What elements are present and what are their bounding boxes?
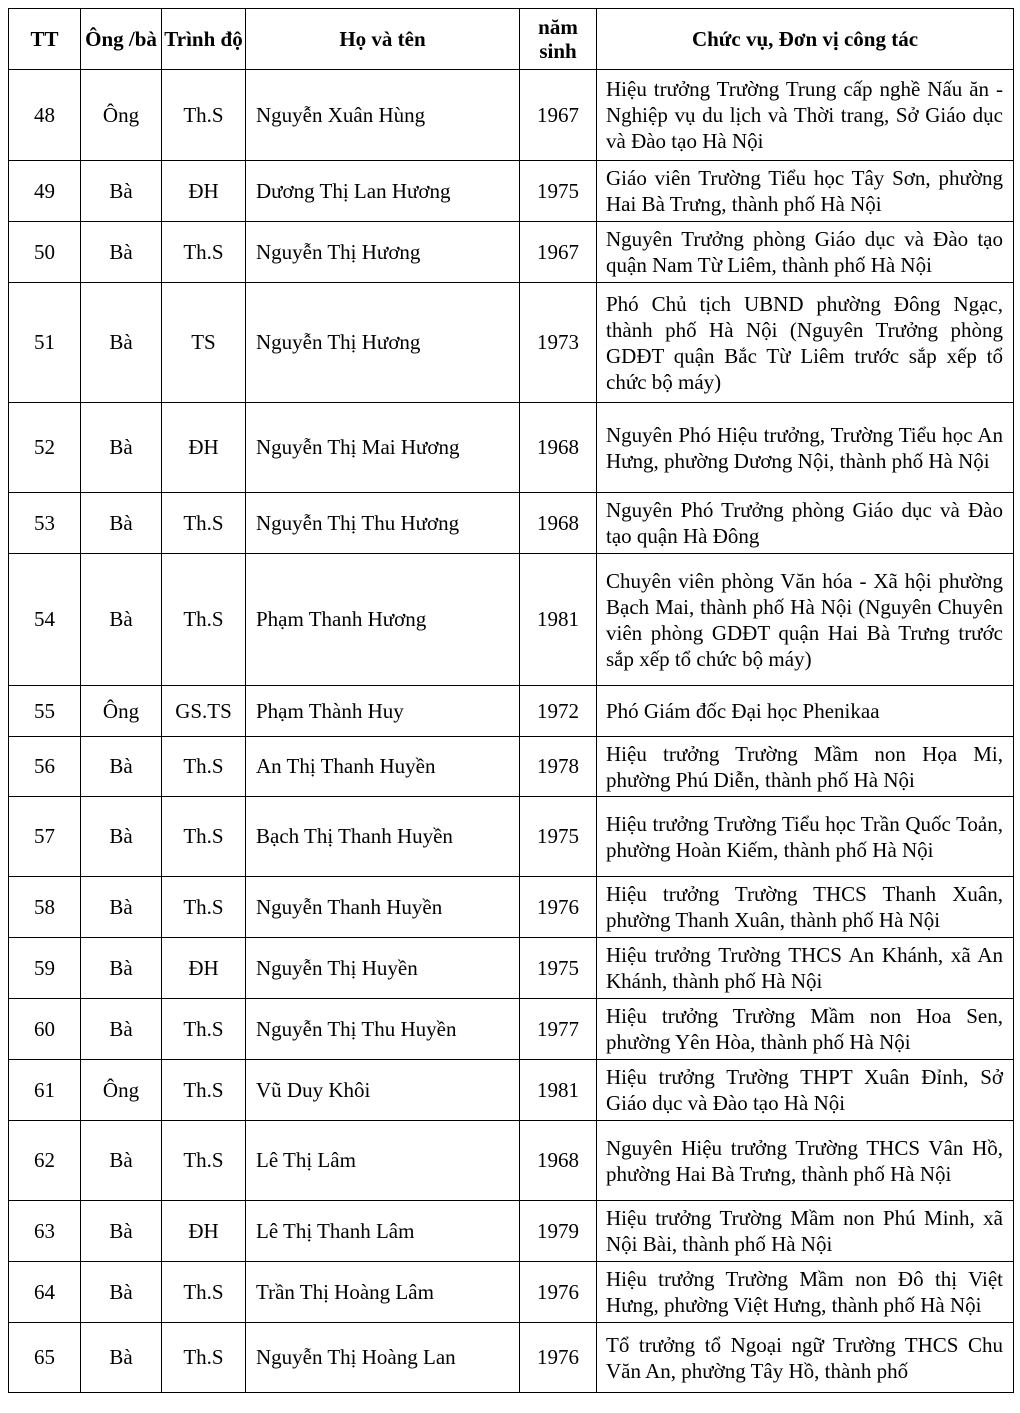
row-gender: Bà xyxy=(81,403,162,493)
row-degree: Th.S xyxy=(162,999,246,1060)
row-position: Phó Giám đốc Đại học Phenikaa xyxy=(597,686,1014,737)
row-position: Hiệu trưởng Trường Mầm non Họa Mi, phường Phú Diễn, thành phố Hà Nội xyxy=(597,737,1014,797)
row-tt: 59 xyxy=(9,938,81,999)
table-row xyxy=(9,938,1014,999)
row-name: Phạm Thanh Hương xyxy=(246,554,520,686)
row-birth-year: 1976 xyxy=(520,1262,597,1323)
row-position: Hiệu trưởng Trường THPT Xuân Đỉnh, Sở Giáo dục và Đào tạo Hà Nội xyxy=(597,1060,1014,1121)
row-position: Giáo viên Trường Tiểu học Tây Sơn, phường Hai Bà Trưng, thành phố Hà Nội xyxy=(597,161,1014,222)
row-name: Lê Thị Lâm xyxy=(246,1121,520,1201)
row-tt: 57 xyxy=(9,797,81,877)
row-tt: 51 xyxy=(9,283,81,403)
table-row xyxy=(9,1060,1014,1121)
row-gender: Bà xyxy=(81,999,162,1060)
row-tt: 63 xyxy=(9,1201,81,1262)
row-birth-year: 1968 xyxy=(520,1121,597,1201)
row-name: Nguyễn Thị Hoàng Lan xyxy=(246,1323,520,1393)
row-degree: Th.S xyxy=(162,877,246,938)
row-position: Nguyên Phó Hiệu trưởng, Trường Tiểu học An Hưng, phường Dương Nội, thành phố Hà Nội xyxy=(597,403,1014,493)
row-gender: Bà xyxy=(81,493,162,554)
row-degree: Th.S xyxy=(162,737,246,797)
row-degree: ĐH xyxy=(162,403,246,493)
row-degree: Th.S xyxy=(162,1060,246,1121)
table-row xyxy=(9,877,1014,938)
row-position: Phó Chủ tịch UBND phường Đông Ngạc, thành phố Hà Nội (Nguyên Trưởng phòng GDĐT quận Bắc Từ Liêm trước sắp xếp tổ chức bộ máy) xyxy=(597,283,1014,403)
table-row xyxy=(9,1262,1014,1323)
row-tt: 50 xyxy=(9,222,81,283)
row-degree: Th.S xyxy=(162,1262,246,1323)
row-degree: Th.S xyxy=(162,70,246,161)
row-name: Trần Thị Hoàng Lâm xyxy=(246,1262,520,1323)
row-position: Hiệu trưởng Trường THCS Thanh Xuân, phường Thanh Xuân, thành phố Hà Nội xyxy=(597,877,1014,938)
row-degree: ĐH xyxy=(162,1201,246,1262)
row-name: An Thị Thanh Huyền xyxy=(246,737,520,797)
row-name: Nguyễn Thị Thu Hương xyxy=(246,493,520,554)
row-position: Nguyên Trưởng phòng Giáo dục và Đào tạo quận Nam Từ Liêm, thành phố Hà Nội xyxy=(597,222,1014,283)
table-row xyxy=(9,1201,1014,1262)
row-gender: Bà xyxy=(81,1121,162,1201)
row-position: Nguyên Hiệu trưởng Trường THCS Vân Hồ, phường Hai Bà Trưng, thành phố Hà Nội xyxy=(597,1121,1014,1201)
row-birth-year: 1978 xyxy=(520,737,597,797)
row-tt: 52 xyxy=(9,403,81,493)
row-gender: Bà xyxy=(81,1262,162,1323)
table-row xyxy=(9,161,1014,222)
row-gender: Bà xyxy=(81,938,162,999)
row-birth-year: 1976 xyxy=(520,877,597,938)
row-position: Tổ trưởng tổ Ngoại ngữ Trường THCS Chu Văn An, phường Tây Hồ, thành phố xyxy=(597,1323,1014,1393)
row-name: Lê Thị Thanh Lâm xyxy=(246,1201,520,1262)
row-birth-year: 1975 xyxy=(520,161,597,222)
row-degree: Th.S xyxy=(162,1121,246,1201)
header-tt: TT xyxy=(9,9,81,70)
row-degree: ĐH xyxy=(162,938,246,999)
row-gender: Ông xyxy=(81,1060,162,1121)
row-name: Nguyễn Thị Hương xyxy=(246,222,520,283)
header-row xyxy=(9,9,1014,70)
row-birth-year: 1972 xyxy=(520,686,597,737)
row-birth-year: 1973 xyxy=(520,283,597,403)
table-row xyxy=(9,999,1014,1060)
row-tt: 56 xyxy=(9,737,81,797)
row-birth-year: 1977 xyxy=(520,999,597,1060)
row-birth-year: 1968 xyxy=(520,493,597,554)
table-row xyxy=(9,1121,1014,1201)
row-position: Hiệu trưởng Trường THCS An Khánh, xã An Khánh, thành phố Hà Nội xyxy=(597,938,1014,999)
officials-table xyxy=(8,8,1014,1393)
row-name: Nguyễn Thị Huyền xyxy=(246,938,520,999)
row-tt: 64 xyxy=(9,1262,81,1323)
row-position: Hiệu trưởng Trường Trung cấp nghề Nấu ăn - Nghiệp vụ du lịch và Thời trang, Sở Giáo dục và Đào tạo Hà Nội xyxy=(597,70,1014,161)
row-tt: 54 xyxy=(9,554,81,686)
table-row xyxy=(9,70,1014,161)
row-degree: TS xyxy=(162,283,246,403)
row-gender: Bà xyxy=(81,283,162,403)
row-position: Hiệu trưởng Trường Mầm non Phú Minh, xã Nội Bài, thành phố Hà Nội xyxy=(597,1201,1014,1262)
row-birth-year: 1967 xyxy=(520,222,597,283)
row-name: Nguyễn Thị Thu Huyền xyxy=(246,999,520,1060)
row-gender: Ông xyxy=(81,70,162,161)
header-position: Chức vụ, Đơn vị công tác xyxy=(597,9,1014,70)
row-birth-year: 1975 xyxy=(520,938,597,999)
row-birth-year: 1976 xyxy=(520,1323,597,1393)
row-degree: Th.S xyxy=(162,1323,246,1393)
row-tt: 48 xyxy=(9,70,81,161)
table-row xyxy=(9,554,1014,686)
row-tt: 53 xyxy=(9,493,81,554)
row-gender: Bà xyxy=(81,554,162,686)
row-gender: Bà xyxy=(81,1323,162,1393)
row-tt: 61 xyxy=(9,1060,81,1121)
table-row xyxy=(9,737,1014,797)
row-gender: Bà xyxy=(81,161,162,222)
table-body xyxy=(9,70,1014,1393)
row-gender: Ông xyxy=(81,686,162,737)
row-tt: 65 xyxy=(9,1323,81,1393)
row-degree: Th.S xyxy=(162,493,246,554)
row-position: Nguyên Phó Trưởng phòng Giáo dục và Đào tạo quận Hà Đông xyxy=(597,493,1014,554)
row-birth-year: 1979 xyxy=(520,1201,597,1262)
table-row xyxy=(9,1323,1014,1393)
row-gender: Bà xyxy=(81,737,162,797)
table-row xyxy=(9,222,1014,283)
row-degree: GS.TS xyxy=(162,686,246,737)
row-birth-year: 1981 xyxy=(520,1060,597,1121)
row-birth-year: 1981 xyxy=(520,554,597,686)
row-name: Nguyễn Xuân Hùng xyxy=(246,70,520,161)
row-name: Bạch Thị Thanh Huyền xyxy=(246,797,520,877)
row-tt: 62 xyxy=(9,1121,81,1201)
table-row xyxy=(9,403,1014,493)
row-birth-year: 1968 xyxy=(520,403,597,493)
table-row xyxy=(9,493,1014,554)
row-tt: 58 xyxy=(9,877,81,938)
row-gender: Bà xyxy=(81,1201,162,1262)
row-gender: Bà xyxy=(81,877,162,938)
row-degree: ĐH xyxy=(162,161,246,222)
row-degree: Th.S xyxy=(162,797,246,877)
row-birth-year: 1967 xyxy=(520,70,597,161)
row-name: Phạm Thành Huy xyxy=(246,686,520,737)
row-position: Hiệu trưởng Trường Mầm non Đô thị Việt Hưng, phường Việt Hưng, thành phố Hà Nội xyxy=(597,1262,1014,1323)
row-position: Chuyên viên phòng Văn hóa - Xã hội phường Bạch Mai, thành phố Hà Nội (Nguyên Chuyên viên phòng GDĐT quận Hai Bà Trưng trước sắp xếp tổ chức bộ máy) xyxy=(597,554,1014,686)
row-tt: 55 xyxy=(9,686,81,737)
row-name: Nguyễn Thị Mai Hương xyxy=(246,403,520,493)
row-degree: Th.S xyxy=(162,222,246,283)
table-row xyxy=(9,797,1014,877)
row-position: Hiệu trưởng Trường Tiểu học Trần Quốc Toản, phường Hoàn Kiếm, thành phố Hà Nội xyxy=(597,797,1014,877)
row-gender: Bà xyxy=(81,797,162,877)
row-tt: 49 xyxy=(9,161,81,222)
header-name: Họ và tên xyxy=(246,9,520,70)
header-gender: Ông /bà xyxy=(81,9,162,70)
row-name: Nguyễn Thị Hương xyxy=(246,283,520,403)
row-name: Vũ Duy Khôi xyxy=(246,1060,520,1121)
row-gender: Bà xyxy=(81,222,162,283)
row-tt: 60 xyxy=(9,999,81,1060)
table-row xyxy=(9,686,1014,737)
header-degree: Trình độ xyxy=(162,9,246,70)
header-birth-year: năm sinh xyxy=(520,9,597,70)
table-row xyxy=(9,283,1014,403)
row-birth-year: 1975 xyxy=(520,797,597,877)
row-name: Nguyễn Thanh Huyền xyxy=(246,877,520,938)
row-name: Dương Thị Lan Hương xyxy=(246,161,520,222)
row-degree: Th.S xyxy=(162,554,246,686)
row-position: Hiệu trưởng Trường Mầm non Hoa Sen, phường Yên Hòa, thành phố Hà Nội xyxy=(597,999,1014,1060)
